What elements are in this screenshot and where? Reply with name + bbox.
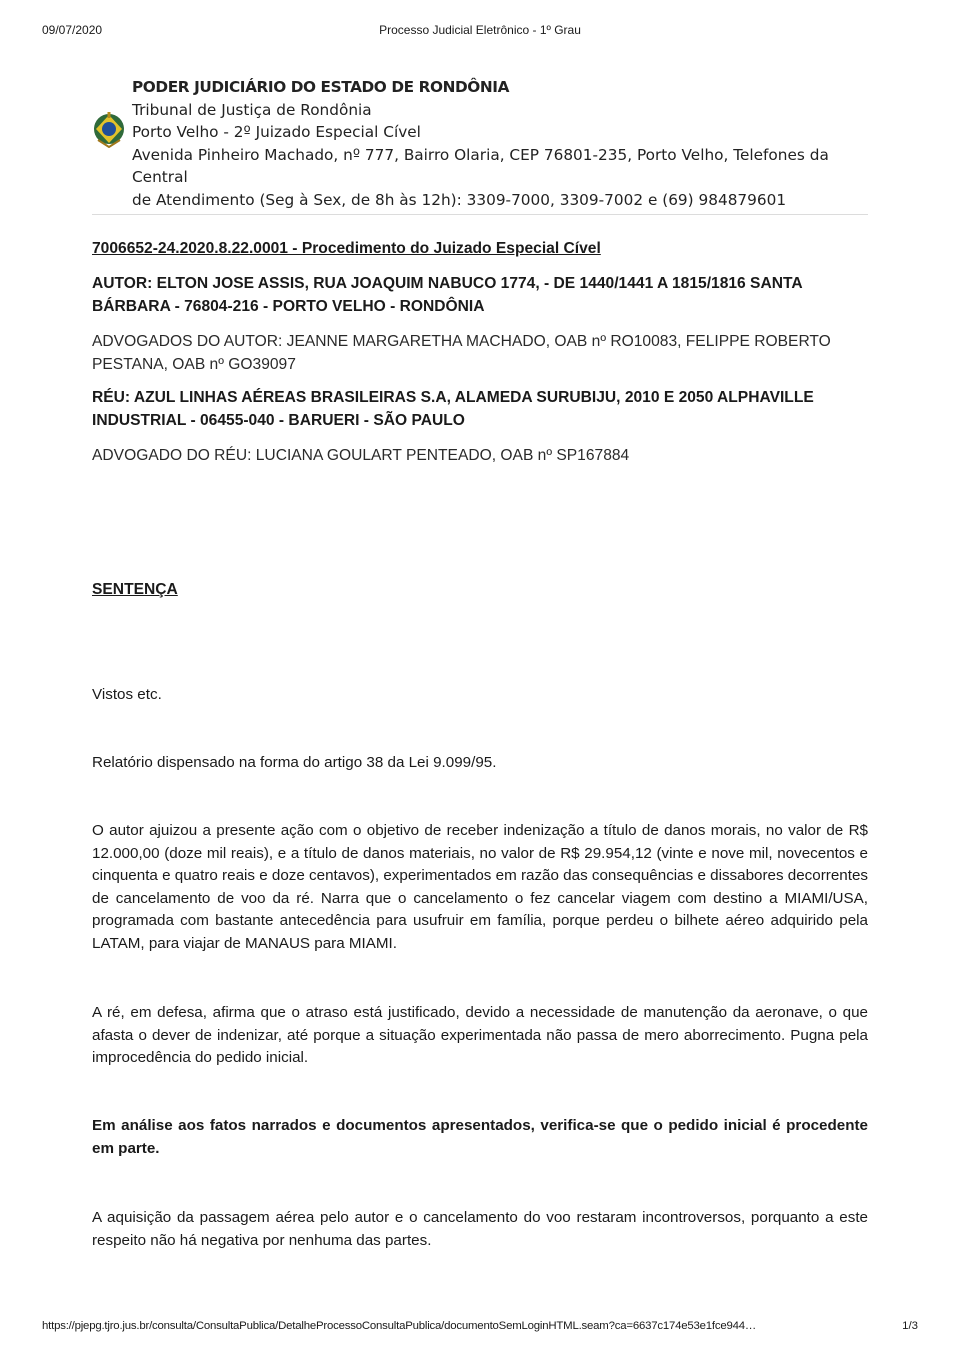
org-address-line1: Avenida Pinheiro Machado, nº 777, Bairro Olaria, CEP 76801-235, Porto Velho, Telefones da Central <box>132 145 829 187</box>
paragraph-re: A ré, em defesa, afirma que o atraso está justificado, devido a necessidade de manutenção da aeronave, o que afasta o dever de indenizar, até porque a situação experimentada não passa de mero aborrecimento. Pugna pela improcedência do pedido inicial. <box>92 1004 868 1067</box>
paragraph-autor: O autor ajuizou a presente ação com o objetivo de receber indenização a título de danos morais, no valor de R$ 12.000,00 (doze mil reais), e a título de danos materiais, no valor de R$ 29.954,12 (vinte e nove mil, novecentos e cinquenta e quatro reais e doze centavos), experimentados em razão das consequências e dissabores decorrentes de cancelamento de voo da ré. Narra que o cancelamento o fez cancelar viagem com destino a MIAMI/USA, programada com bastante antecedência para usufruir em família, porque perdeu o bilhete aéreo adquirido pela LATAM, para viajar de MANAUS para MIAMI. <box>92 822 868 952</box>
org-court: Tribunal de Justiça de Rondônia <box>132 100 372 119</box>
header-divider <box>92 214 868 215</box>
paragraph-relatorio: Relatório dispensado na forma do artigo 38 da Lei 9.099/95. <box>92 754 497 771</box>
page-number: 1/3 <box>902 1320 918 1332</box>
reu-line: RÉU: AZUL LINHAS AÉREAS BRASILEIRAS S.A, ALAMEDA SURUBIJU, 2010 E 2050 ALPHAVILLE INDUSTRIAL - 06455-040 - BARUERI - SÃO PAULO <box>92 389 814 429</box>
org-address-line2: de Atendimento (Seg à Sex, de 8h às 12h): 3309-7000, 3309-7002 e (69) 984879601 <box>132 190 787 209</box>
paragraph-analise: Em análise aos fatos narrados e documentos apresentados, verifica-se que o pedido inicial é procedente em parte. <box>92 1117 868 1157</box>
coat-of-arms-icon <box>92 110 126 148</box>
advogado-reu: ADVOGADO DO RÉU: LUCIANA GOULART PENTEADO, OAB nº SP167884 <box>92 447 630 464</box>
org-name: PODER JUDICIÁRIO DO ESTADO DE RONDÔNIA <box>132 78 510 96</box>
print-header <box>42 23 918 39</box>
org-unit: Porto Velho - 2º Juizado Especial Cível <box>132 123 421 142</box>
paragraph-vistos: Vistos etc. <box>92 686 162 703</box>
sentenca-heading: SENTENÇA <box>92 581 178 598</box>
print-date: 09/07/2020 <box>42 23 103 37</box>
court-header <box>92 76 882 212</box>
paragraph-aquisicao: A aquisição da passagem aérea pelo autor e o cancelamento do voo restaram incontroversos, porquanto a este respeito não há negativa por nenhuma das partes. <box>92 1209 868 1249</box>
print-title: Processo Judicial Eletrônico - 1º Grau <box>379 23 581 37</box>
advogados-autor: ADVOGADOS DO AUTOR: JEANNE MARGARETHA MACHADO, OAB nº RO10083, FELIPPE ROBERTO PESTANA, OAB nº GO39097 <box>92 333 831 373</box>
autor-line: AUTOR: ELTON JOSE ASSIS, RUA JOAQUIM NABUCO 1774, - DE 1440/1441 A 1815/1816 SANTA BÁRBARA - 76804-216 - PORTO VELHO - RONDÔNIA <box>92 275 803 315</box>
page-url: https://pjepg.tjro.jus.br/consulta/ConsultaPublica/DetalheProcessoConsultaPublica/documentoSemLoginHTML.seam?ca=6637c174e53e1fce944… <box>42 1320 757 1332</box>
case-number: 7006652-24.2020.8.22.0001 - Procedimento do Juizado Especial Cível <box>92 240 601 257</box>
